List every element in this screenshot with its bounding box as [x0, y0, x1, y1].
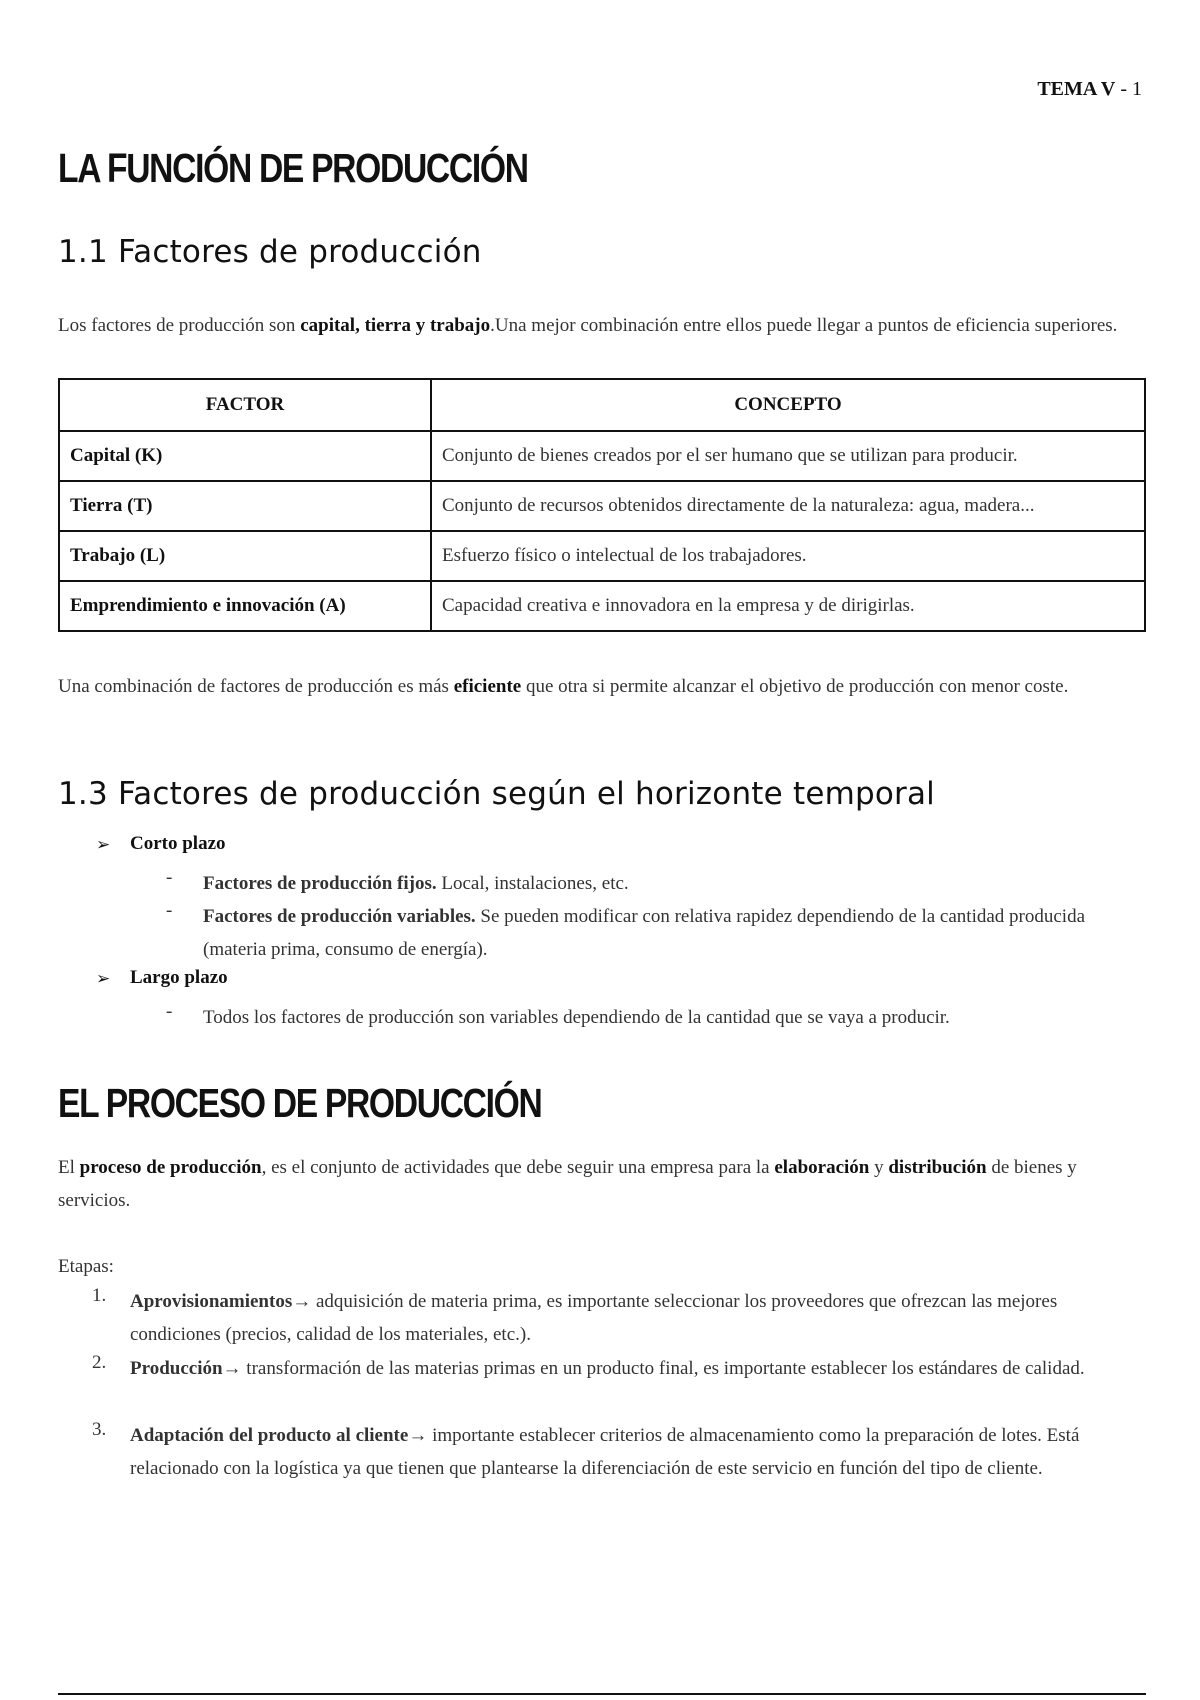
- proceso-intro-b2: elaboración: [774, 1157, 870, 1178]
- item-bold: Factores de producción fijos.: [203, 873, 437, 894]
- step-bold: Adaptación del producto al cliente→: [130, 1425, 428, 1446]
- eficiente-pre: Una combinación de factores de producción es más: [58, 676, 454, 697]
- factor-cell: Capital (K): [59, 431, 431, 481]
- dash-bullet-icon: -: [166, 1001, 173, 1022]
- item-text: Local, instalaciones, etc.: [436, 873, 629, 894]
- item-bold: Factores de producción variables.: [203, 906, 476, 927]
- proceso-intro-p1: El: [58, 1157, 80, 1178]
- list-item: [203, 900, 1103, 966]
- list-item: [203, 1001, 1103, 1034]
- section-title-proceso: EL PROCESO DE PRODUCCIÓN: [58, 1080, 542, 1126]
- largo-plazo-label: Largo plazo: [130, 967, 228, 988]
- table-header-row: [59, 379, 1145, 431]
- proceso-intro-b1: proceso de producción: [79, 1157, 262, 1178]
- section-title-funcion: LA FUNCIÓN DE PRODUCCIÓN: [58, 145, 528, 191]
- tema-label: TEMA V: [1037, 78, 1116, 100]
- list-item: [203, 867, 1103, 900]
- step-number: 2.: [92, 1352, 107, 1373]
- page-header: [1037, 78, 1142, 101]
- eficiente-bold: eficiente: [453, 676, 522, 697]
- proceso-intro-p4: de bienes y servicios.: [58, 1157, 1077, 1211]
- step-bold: Producción→: [130, 1358, 242, 1379]
- factores-intro-bold: capital, tierra y trabajo: [300, 315, 491, 336]
- step-text: transformación de las materias primas en un producto final, es importante establecer los estándares de calidad.: [241, 1358, 1085, 1379]
- step-number: 3.: [92, 1419, 107, 1440]
- factors-table: [58, 378, 1146, 632]
- dash-bullet-icon: -: [166, 900, 173, 921]
- header-separator: -: [1115, 78, 1132, 100]
- factor-cell: Emprendimiento e innovación (A): [59, 581, 431, 631]
- step-text: adquisición de materia prima, es importante seleccionar los proveedores que ofrezcan las mejores condiciones (precios, calidad de los materiales, etc.).: [130, 1291, 1058, 1345]
- step-bold: Aprovisionamientos→: [130, 1291, 312, 1312]
- table-row: [59, 581, 1145, 631]
- arrow-bullet-icon: ➢: [96, 835, 111, 855]
- factor-cell: Trabajo (L): [59, 531, 431, 581]
- factor-cell: Tierra (T): [59, 481, 431, 531]
- heading-horizonte: 1.3 Factores de producción según el horizonte temporal: [58, 776, 935, 812]
- factores-intro-pre: Los factores de producción son: [58, 315, 301, 336]
- concepto-cell: Capacidad creativa e innovadora en la empresa y de dirigirlas.: [431, 581, 1145, 631]
- list-item: [130, 1419, 1130, 1485]
- concepto-cell: Conjunto de bienes creados por el ser humano que se utilizan para producir.: [431, 431, 1145, 481]
- column-header-concepto: CONCEPTO: [431, 379, 1145, 431]
- table-row: [59, 431, 1145, 481]
- proceso-intro-b3: distribución: [888, 1157, 987, 1178]
- item-text: Todos los factores de producción son variables dependiendo de la cantidad que se vaya a producir.: [203, 1007, 950, 1028]
- eficiencia-paragraph: [58, 670, 1148, 703]
- proceso-intro-p2: , es el conjunto de actividades que debe seguir una empresa para la: [261, 1157, 775, 1178]
- dash-bullet-icon: -: [166, 867, 173, 888]
- page-number: 1: [1132, 78, 1142, 100]
- table-row: [59, 481, 1145, 531]
- proceso-intro: [58, 1151, 1148, 1217]
- step-number: 1.: [92, 1285, 107, 1306]
- factores-intro-post: .Una mejor combinación entre ellos puede llegar a puntos de eficiencia superiores.: [490, 315, 1118, 336]
- corto-plazo-label: Corto plazo: [130, 833, 226, 854]
- step-text: importante establecer criterios de almacenamiento como la preparación de lotes. Está relacionado con la logística ya que tienen que plantearse la diferenciación de este servicio en función del tipo de cliente.: [130, 1425, 1080, 1479]
- table-row: [59, 531, 1145, 581]
- etapas-label: Etapas:: [58, 1256, 114, 1277]
- proceso-intro-p3: y: [869, 1157, 889, 1178]
- list-item: [130, 1352, 1130, 1385]
- factores-intro: [58, 309, 1148, 342]
- concepto-cell: Conjunto de recursos obtenidos directamente de la naturaleza: agua, madera...: [431, 481, 1145, 531]
- heading-factores: 1.1 Factores de producción: [58, 234, 482, 270]
- concepto-cell: Esfuerzo físico o intelectual de los trabajadores.: [431, 531, 1145, 581]
- arrow-bullet-icon: ➢: [96, 969, 111, 989]
- list-item: [130, 1285, 1130, 1351]
- eficiente-post: que otra si permite alcanzar el objetivo de producción con menor coste.: [521, 676, 1069, 697]
- column-header-factor: FACTOR: [59, 379, 431, 431]
- footer-divider: [58, 1693, 1146, 1695]
- item-text: Se pueden modificar con relativa rapidez dependiendo de la cantidad producida (materia prima, consumo de energía).: [203, 906, 1085, 960]
